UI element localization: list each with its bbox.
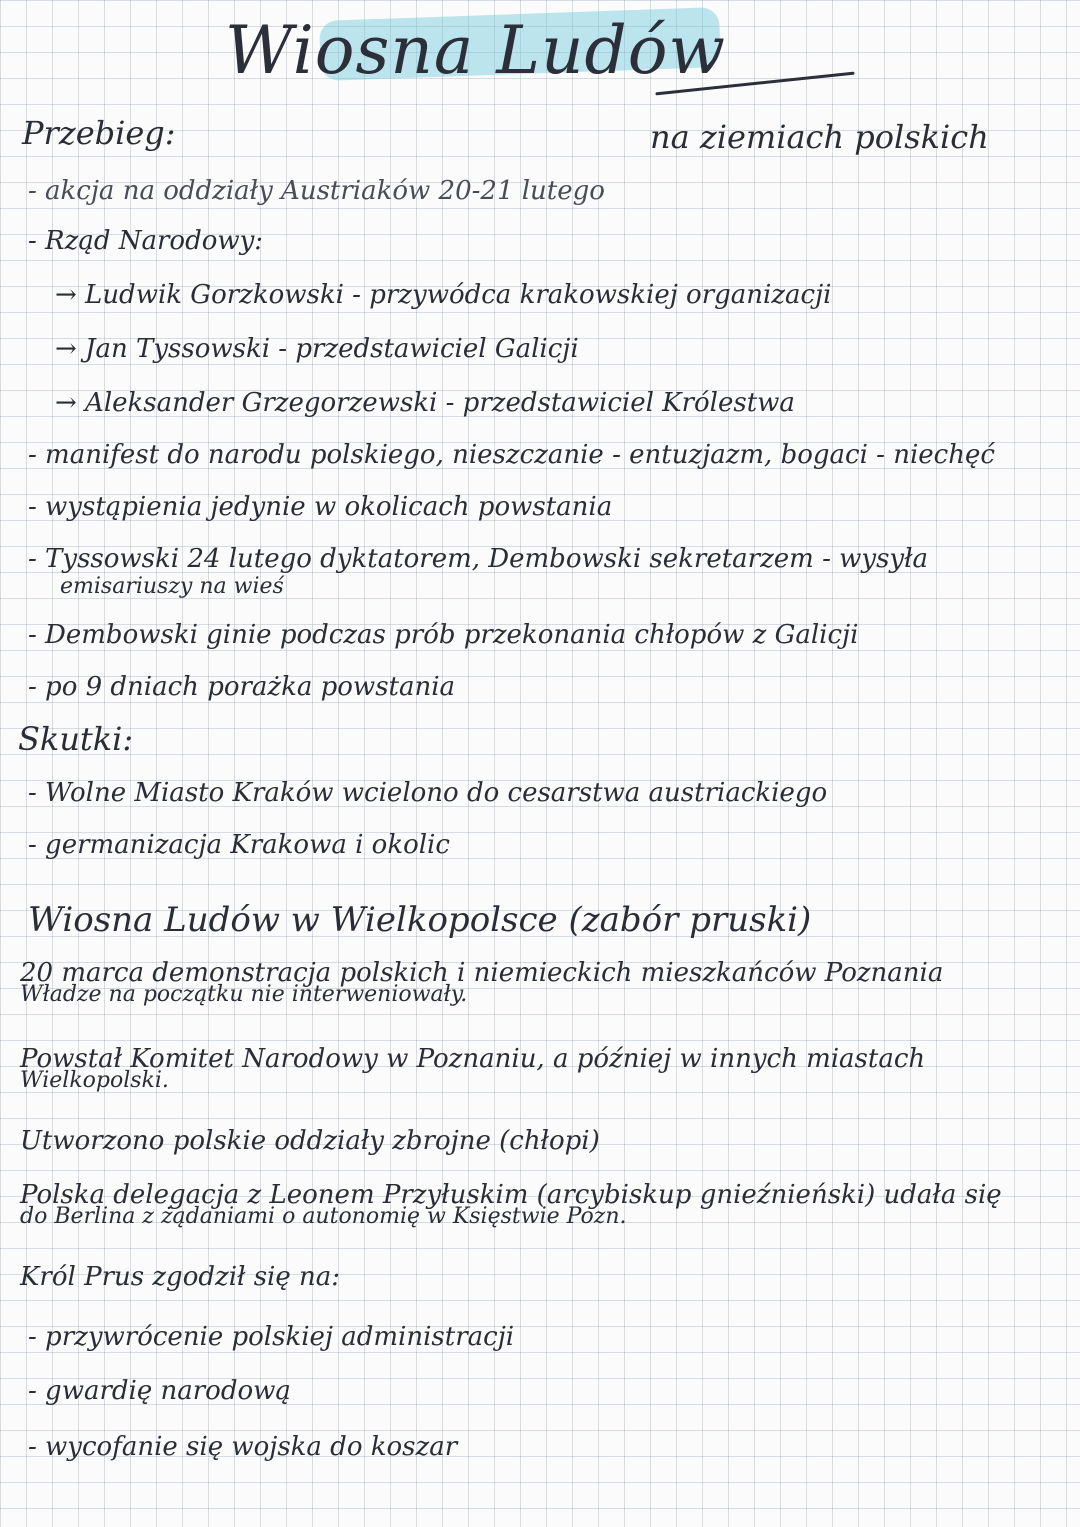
wielkopolska-list-item: - przywrócenie polskiej administracji — [28, 1322, 515, 1352]
paragraph-text: Polska delegacja z Leonem Przyłuskim (arcybiskup gnieźnieński) udała się — [20, 1180, 1002, 1210]
page-title: Wiosna Ludów — [225, 12, 727, 89]
przebieg-line: - akcja na oddziały Austriaków 20-21 lutego — [28, 176, 605, 206]
przebieg-line: → Ludwik Gorzkowski - przywódca krakowskiej organizacji — [55, 280, 832, 310]
skutki-line: - germanizacja Krakowa i okolic — [28, 830, 450, 860]
wielkopolska-paragraph — [20, 1180, 1002, 1228]
page-subtitle: na ziemiach polskich — [650, 118, 989, 156]
przebieg-line: - manifest do narodu polskiego, nieszczanie - entuzjazm, bogaci - niechęć — [28, 440, 995, 470]
wielkopolska-list-item: - wycofanie się wojska do koszar — [28, 1432, 458, 1462]
przebieg-line: - Dembowski ginie podczas prób przekonania chłopów z Galicji — [28, 620, 859, 650]
przebieg-line: - wystąpienia jedynie w okolicach powstania — [28, 492, 613, 522]
przebieg-line: → Aleksander Grzegorzewski - przedstawiciel Królestwa — [55, 388, 795, 418]
paragraph-text: Władze na początku nie interweniowały. — [20, 982, 468, 1007]
przebieg-line: - Rząd Narodowy: — [28, 226, 264, 256]
przebieg-line: - Tyssowski 24 lutego dyktatorem, Dembowski sekretarzem - wysyła — [28, 544, 929, 574]
paragraph-text: 20 marca demonstracja polskich i niemieckich mieszkańców Poznania — [20, 958, 944, 988]
przebieg-line: - po 9 dniach porażka powstania — [28, 672, 456, 702]
skutki-heading: Skutki: — [18, 720, 134, 758]
wielkopolska-list-item: - gwardię narodową — [28, 1376, 291, 1406]
przebieg-heading: Przebieg: — [22, 114, 176, 152]
wielkopolska-paragraph: Król Prus zgodził się na: — [20, 1262, 341, 1292]
title-block — [225, 4, 865, 114]
wielkopolska-paragraph — [20, 1044, 925, 1092]
wielkopolska-title: Wiosna Ludów w Wielkopolsce (zabór pruski) — [28, 900, 812, 940]
paragraph-text: Powstał Komitet Narodowy w Poznaniu, a później w innych miastach — [20, 1044, 926, 1074]
paragraph-text: do Berlina z żądaniami o autonomię w Księstwie Pozn. — [20, 1204, 627, 1229]
przebieg-line: → Jan Tyssowski - przedstawiciel Galicji — [55, 334, 579, 364]
wielkopolska-paragraph — [20, 958, 943, 1006]
przebieg-line: emisariuszy na wieś — [60, 574, 284, 599]
wielkopolska-paragraph: Utworzono polskie oddziały zbrojne (chłopi) — [20, 1126, 600, 1156]
skutki-line: - Wolne Miasto Kraków wcielono do cesarstwa austriackiego — [28, 778, 828, 808]
paragraph-text: Wielkopolski. — [20, 1068, 169, 1093]
